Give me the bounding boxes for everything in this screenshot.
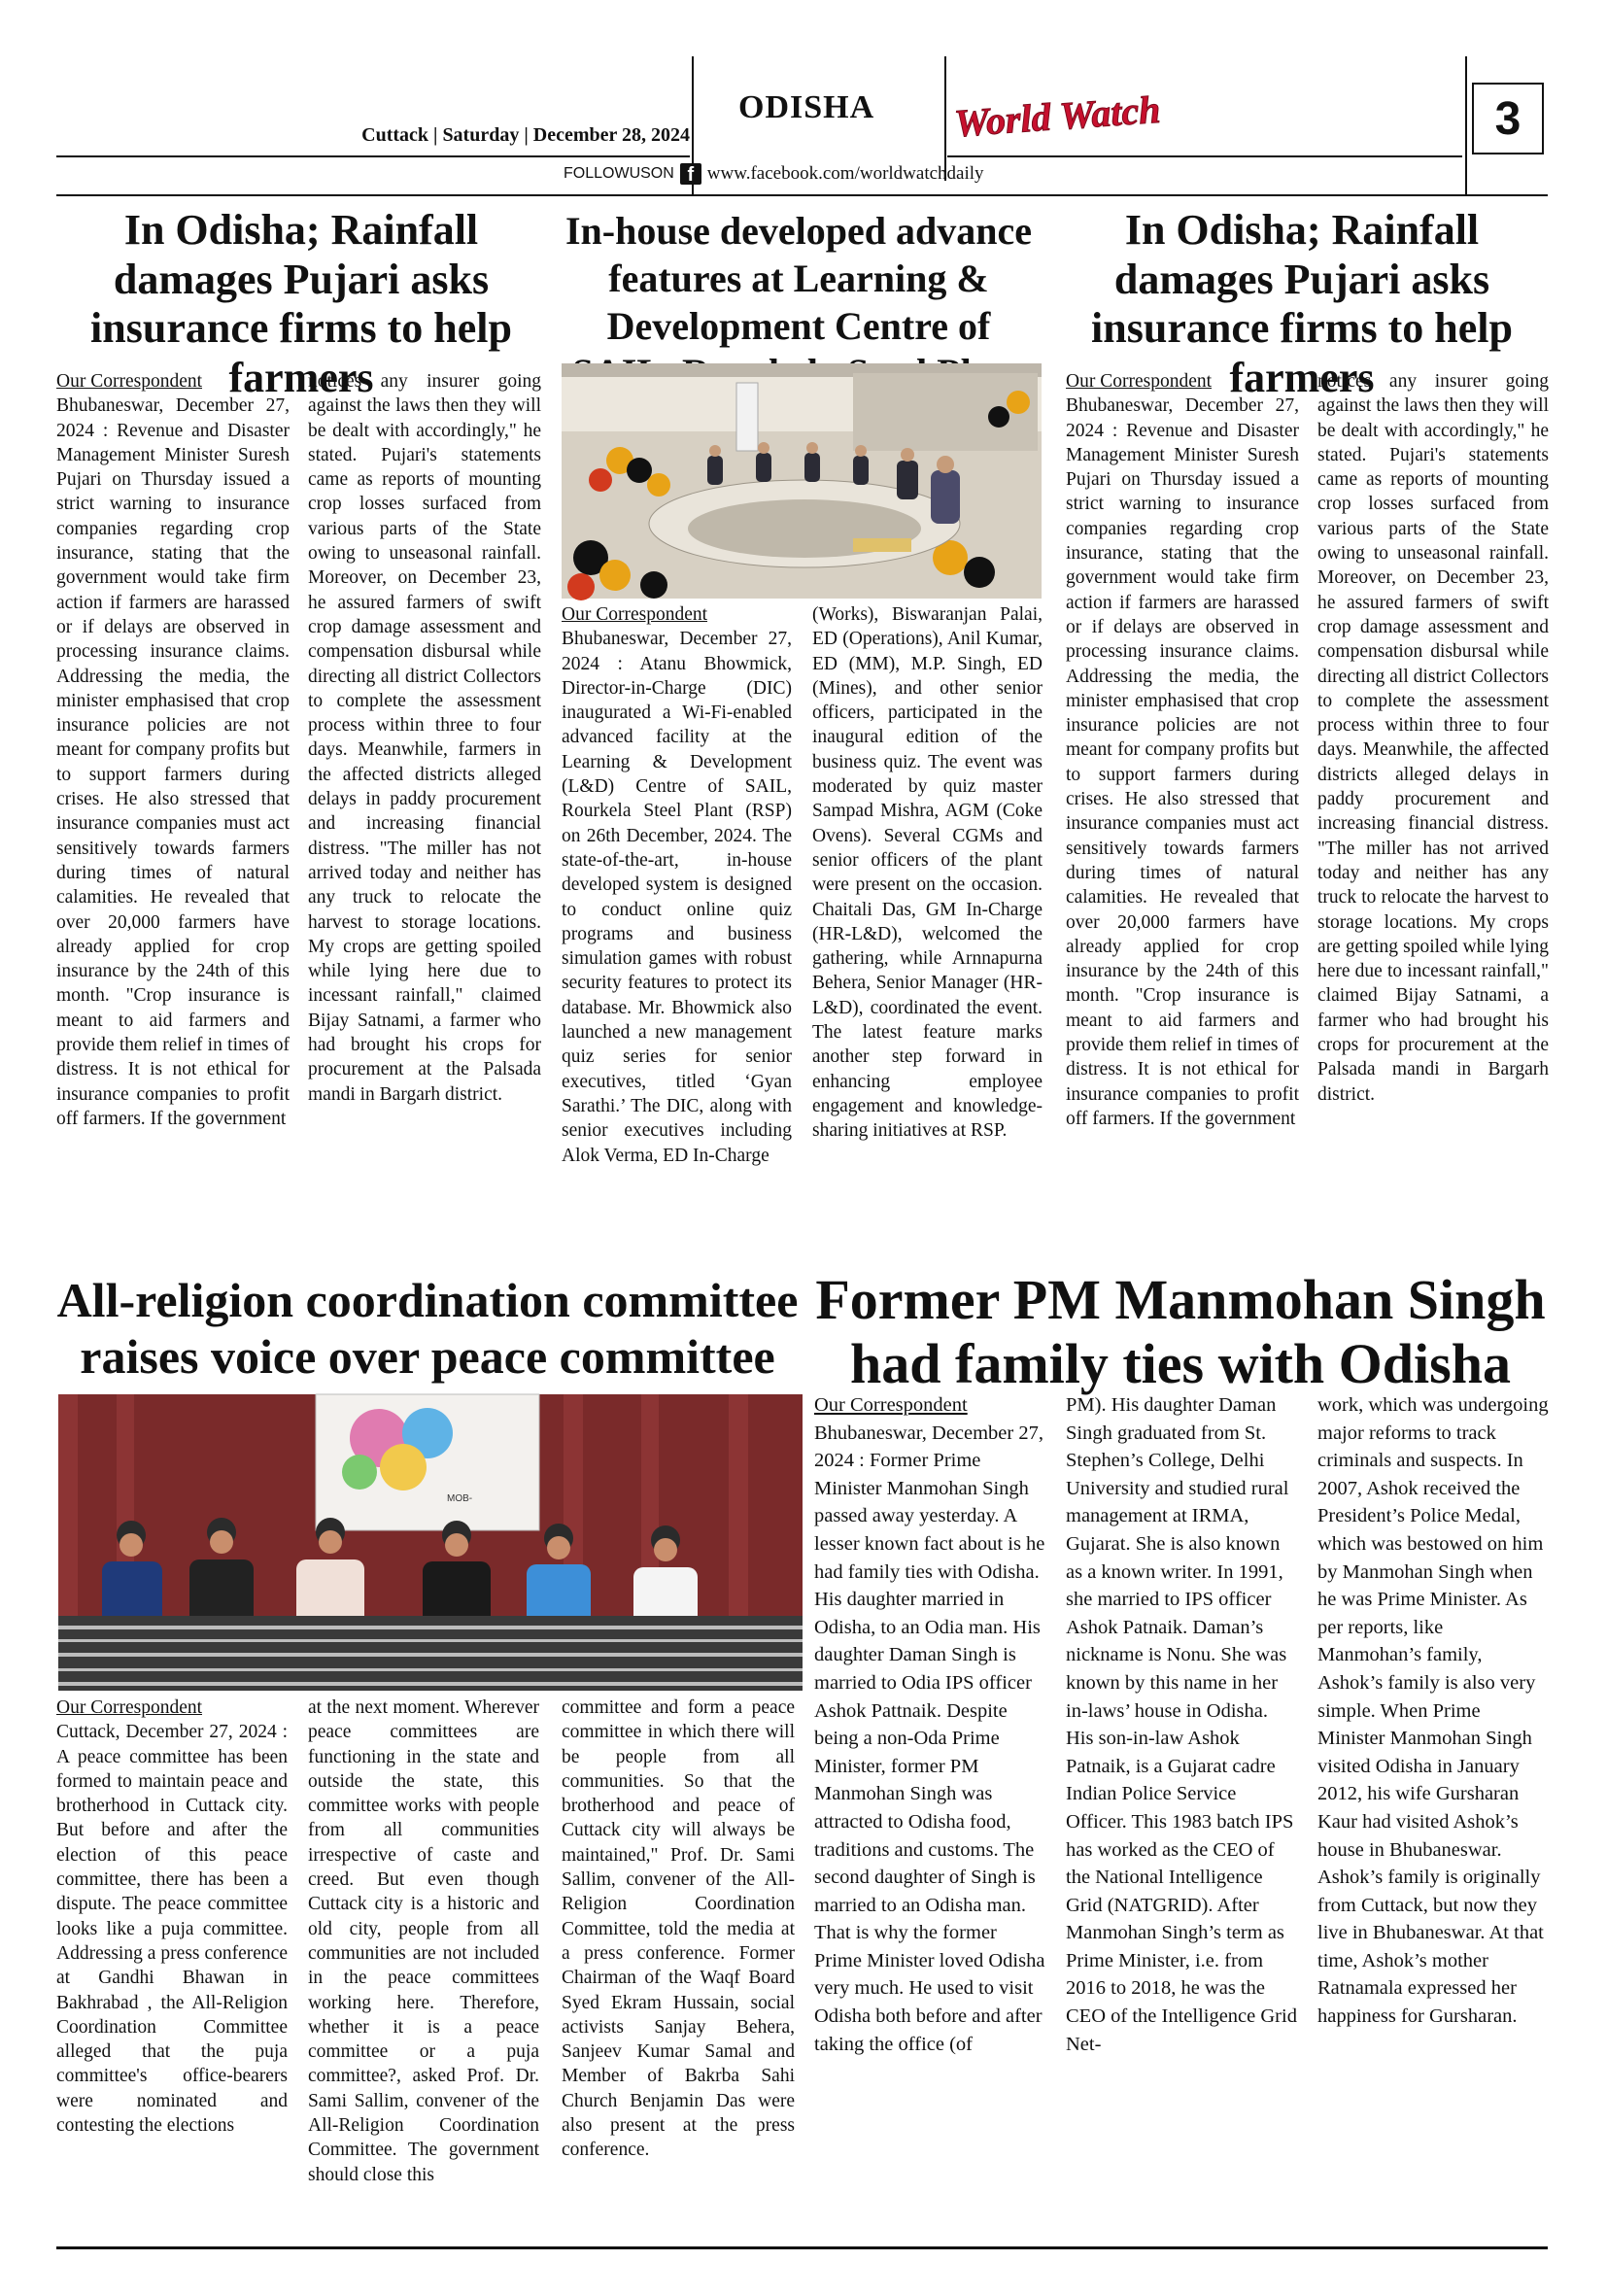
byline: Our Correspondent [56, 371, 203, 392]
dateline: Cuttack | Saturday | December 28, 2024 [361, 124, 690, 146]
headline: In Odisha; Rainfall damages Pujari asks insurance firms to help farmers [1091, 206, 1513, 401]
article-column [56, 1696, 288, 2138]
section-title: ODISHA [738, 89, 875, 125]
article-column [1317, 1391, 1551, 2031]
page-bottom-rule [56, 2246, 1548, 2249]
press-conference-photo [58, 1394, 803, 1691]
article-text: Bhubaneswar, December 27, 2024 : Revenue and Disaster Management Minister Suresh Pujari on Thursday issued a strict warning to insurance companies regarding crop insurance, stating that the government would take firm action if farmers are harassed or if delays are observed in processing insurance claims. Addressing the media, the minister emphasised that crop insurance policies are not meant for company profits but to support farmers during crises. He also stressed that insurance companies must act sensitively towards farmers during times of natural calamities. He revealed that over 20,000 farmers have already applied for crop insurance by the 24th of this month. "Crop insurance is meant to aid farmers and provide them relief in times of distress. It is not ethical for insurance companies to profit off farmers. If the government [1066, 395, 1299, 1129]
article-column [562, 1696, 795, 2163]
article-text: notices any insurer going against the laws then they will be dealt with accordingly," he stated. Pujari's statements came as reports of mounting crop losses surfaced from various parts of the State owing to unseasonal rainfall. Moreover, on December 23, he assured farmers of swift crop damage assessment and compensation disbursal while directing all district Collectors to complete the assessment process within three to four days. Meanwhile, farmers in the affected districts alleged delays in paddy procurement and increasing financial distress. "The miller has not arrived today and neither has any truck to relocate the harvest to storage locations. My crops are getting spoiled while lying here due to incessant rainfall," claimed Bijay Satnami, a farmer who had brought his crops for procurement at the Palsada mandi in Bargarh district. [308, 371, 541, 1105]
headline: Former PM Manmohan Singh had family ties with Odisha [815, 1268, 1546, 1395]
article-text: at the next moment. Wherever peace committees are functioning in the state and outside the state, this committee works with people from all communities irrespective of caste and creed. But even though Cuttack city is a historic and old city, people from all communities are not included in the peace committees working here. Therefore, whether it is a peace committee or a puja committee?, asked Prof. Dr. Sami Sallim, convener of the All-Religion Coordination Committee. The government should close this [308, 1697, 539, 2185]
byline: Our Correspondent [562, 604, 708, 625]
article-column [308, 1696, 539, 2187]
follow-label: FOLLOWUSON [564, 165, 674, 182]
article-column [562, 602, 792, 1168]
headline: In Odisha; Rainfall damages Pujari asks insurance firms to help farmers [90, 206, 512, 401]
follow-us-bar [564, 163, 984, 185]
article-column [308, 369, 541, 1107]
article-text: committee and form a peace committee in which there will be people from all communities. So that the brotherhood and peace of Cuttack city will always be maintained," Prof. Dr. Sami Sallim, convener of the All-Religion Coordination Committee, told the media at a press conference. Former Chairman of the Waqf Board Syed Ekram Hussain, social activists Sanjay Behera, Sanjeev Kumar Samal and Member of Bakrba Sahi Church Benjamin Das were also present at the press conference. [562, 1697, 795, 2161]
masthead-rule [947, 155, 1462, 157]
article-column [1066, 1391, 1299, 2058]
article-column [812, 602, 1043, 1144]
article-text: work, which was undergoing major reforms to track criminals and suspects. In 2007, Ashok received the President’s Police Medal, which was bestowed on him by Manmohan Singh when he was Prime Minister. As per reports, like Manmohan’s family, Ashok’s family is also very simple. When Prime Minister Manmohan Singh visited Odisha in January 2012, his wife Gursharan Kaur had visited Ashok’s house in Bhubaneswar. Ashok’s family is originally from Cuttack, but now they live in Bhubaneswar. At that time, Ashok’s mother Ratnamala expressed her happiness for Gursharan. [1317, 1394, 1549, 2028]
masthead-bottom-rule [56, 194, 1548, 196]
masthead-divider [944, 56, 946, 181]
masthead-divider [1465, 56, 1467, 194]
article-column [814, 1391, 1047, 2058]
facebook-link[interactable]: www.facebook.com/worldwatchdaily [706, 163, 984, 184]
article-column [56, 369, 290, 1131]
byline: Our Correspondent [1066, 371, 1213, 392]
world-watch-logo [952, 76, 1162, 154]
headline: In-house developed advance features at Learning & Development Centre of [564, 209, 1033, 348]
banner-text: MOB- [447, 1493, 473, 1504]
article-text: Bhubaneswar, December 27, 2024 : Former Prime Minister Manmohan Singh passed away yesterday. A lesser known fact about is he had family ties with Odisha. His daughter married in Odisha, to an Odia man. His daughter Daman Singh is married to Odia IPS officer Ashok Pattnaik. Despite being a non-Oda Prime Minister, former PM Manmohan Singh was attracted to Odisha food, traditions and customs. The second daughter of Singh is married to an Odisha man. That is why the former Prime Minister loved Odisha very much. He used to visit Odisha both before and after taking the office (of [814, 1422, 1045, 2055]
event-photo [562, 363, 1042, 599]
article-text: notices any insurer going against the laws then they will be dealt with accordingly," he stated. Pujari's statements came as reports of mounting crop losses surfaced from various parts of the State owing to unseasonal rainfall. Moreover, on December 23, he assured farmers of swift crop damage assessment and compensation disbursal while directing all district Collectors to complete the assessment process within three to four days. Meanwhile, the affected districts alleged delays in paddy procurement and increasing financial distress. "The miller has not arrived today and neither has any truck to relocate the harvest to storage locations. My crops are getting spoiled while lying here due to incessant rainfall," claimed Bijay Satnami, a farmer who had brought his crops for procurement at the Palsada mandi in Bargarh district. [1317, 371, 1549, 1105]
byline: Our Correspondent [814, 1394, 968, 1416]
article-column [1066, 369, 1299, 1131]
article-text: Cuttack, December 27, 2024 : A peace committee has been formed to maintain peace and brotherhood in Cuttack city. But before and after the election of this peace committee, there has been a dispute. The peace committee looks like a puja committee. Addressing a press conference at Gandhi Bhawan in Bakhrabad , the All-Religion Coordination Committee alleged that the puja committee's office-bearers were nominated and contesting the elections [56, 1722, 288, 2137]
masthead-rule [56, 155, 690, 157]
article-text: (Works), Biswaranjan Palai, ED (Operations), Anil Kumar, ED (MM), M.P. Singh, ED (Mines), and other senior officers, participated in the inaugural edition of the business quiz. The event was moderated by quiz master Sampad Mishra, AGM (Coke Ovens). Several CGMs and senior officers of the plant were present on the occasion. Chaitali Das, GM In-Charge (HR-L&D), welcomed the gathering, while Arnnapurna Behera, Senior Manager (HR-L&D), coordinated the event. The latest feature marks another step forward in enhancing employee engagement and knowledge-sharing initiatives at RSP. [812, 604, 1043, 1142]
headline: All-religion coordination committee raises voice over peace committee [56, 1273, 799, 1384]
article-column [1317, 369, 1549, 1107]
facebook-icon: f [680, 163, 701, 185]
article-text: Bhubaneswar, December 27, 2024 : Atanu Bhowmick, Director-in-Charge (DIC) inaugurated a Wi-Fi-enabled advanced facility at the Learning & Development (L&D) Centre of SAIL, Rourkela Steel Plant (RSP) on 26th December, 2024. The state-of-the-art, in-house developed system is designed to conduct online quiz programs and business simulation games with robust security features to protect its database. Mr. Bhowmick also launched a new management quiz series for senior executives, titled ‘Gyan Sarathi.’ The DIC, along with senior executives including Alok Verma, ED In-Charge [562, 629, 792, 1166]
article-text: PM). His daughter Daman Singh graduated from St. Stephen’s College, Delhi University and studied rural management at IRMA, Gujarat. She is also known as a known writer. In 1991, she married to IPS officer Ashok Patnaik. Daman’s nickname is Nonu. She was known by this name in her in-laws’ house in Odisha. His son-in-law Ashok Patnaik, is a Gujarat cadre Indian Police Service Officer. This 1983 batch IPS has worked as the CEO of the National Intelligence Grid (NATGRID). After Manmohan Singh’s term as Prime Minister, i.e. from 2016 to 2018, he was the CEO of the Intelligence Grid Net- [1066, 1394, 1297, 2055]
byline: Our Correspondent [56, 1697, 203, 1718]
article-text: Bhubaneswar, December 27, 2024 : Revenue and Disaster Management Minister Suresh Pujari on Thursday issued a strict warning to insurance companies regarding crop insurance, stating that the government would take firm action if farmers are harassed or if delays are observed in processing insurance claims. Addressing the media, the minister emphasised that crop insurance policies are not meant for company profits but to support farmers during crises. He also stressed that insurance companies must act sensitively towards farmers during times of natural calamities. He revealed that over 20,000 farmers have already applied for crop insurance by the 24th of this month. "Crop insurance is meant to aid farmers and provide them relief in times of distress. It is not ethical for insurance companies to profit off farmers. If the government [56, 395, 290, 1129]
svg-text:World Watch: World Watch [952, 86, 1162, 146]
page-number: 3 [1472, 83, 1544, 154]
